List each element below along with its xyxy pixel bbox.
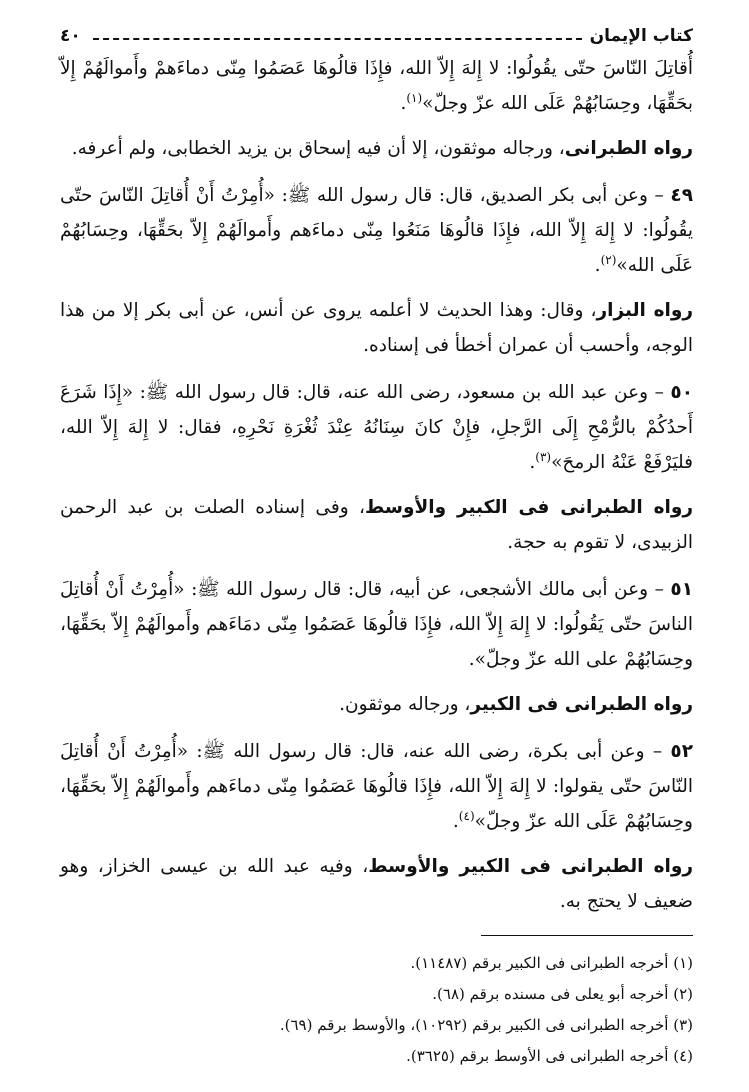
book-title: كتاب الإيمان <box>589 26 693 46</box>
hadith-number: ٥١ <box>670 579 693 600</box>
source-narrator: رواه الطبرانى فى الكبير <box>470 694 693 715</box>
hadith-number: ٥٠ <box>670 382 693 403</box>
source-note <box>60 131 693 166</box>
footnote-ref: (٣) <box>535 449 552 464</box>
hadith-entry <box>60 734 693 839</box>
footnote-item: (١) أخرجه الطبرانى فى الكبير برقم (١١٤٨٧). <box>410 954 693 972</box>
sentence-end: . <box>452 811 459 832</box>
hadith-text: – وعن أبى بكرة، رضى الله عنه، قال: قال رسول الله ﷺ: «أُمِرْتُ أَنْ أُقاتِلَ النّاسَ حتّى يقولوا: لا إِلهَ إِلاّ الله، فإِذَا قالُوهَا عَصَمُوا مِنّى دماءَهم وأَموالَهُمْ إِلاّ بحَقِّهَا، وحِسَابُهُمْ عَلَى الله عزّ وجلّ» <box>60 741 693 832</box>
sentence-end: . <box>400 93 407 114</box>
footnote-ref: (١) <box>406 90 423 105</box>
hadith-text: أُقاتِلَ النّاسَ حتّى يقُولُوا: لا إِلهَ إِلاّ الله، فإِذَا قالُوهَا عَصَمُوا مِنّى دماءَهمْ وأَموالَهُمْ إِلاّ بحَقِّهَا، وحِسَابُهُمْ عَلَى الله عزّ وجلّ» <box>60 58 693 114</box>
footnote-ref: (٢) <box>600 252 617 267</box>
hadith-text: – وعن عبد الله بن مسعود، رضى الله عنه، قال: قال رسول الله ﷺ: «إِذَا شَرَعَ أَحدُكُمْ بالرُّمْحِ إِلَى الرَّجلِ، فإِنْ كانَ سِنَانُهُ عِنْدَ ثُغْرَةِ نَحْرِهِ، فقال: لا إِلهَ إِلاّ الله، فليَرْفَعْ عَنْهُ الرمحَ» <box>60 382 693 473</box>
source-note <box>60 687 693 722</box>
source-narrator: رواه الطبرانى فى الكبير والأوسط <box>368 856 694 877</box>
source-narrator: رواه الطبرانى فى الكبير والأوسط <box>364 497 693 518</box>
source-text: ، وفيه عبد الله بن عيسى الخزاز، وهو ضعيف لا يحتج به. <box>60 856 693 912</box>
hadith-text: – وعن أبى بكر الصديق، قال: قال رسول الله ﷺ: «أُمِرْتُ أَنْ أُقاتِلَ النّاسَ حتّى يقُولُوا: لا إِلهَ إِلاّ الله، فإِذَا قالُوهَا مَنَعُوا مِنّى دماءَهم وأَموالَهُمْ إِلاّ بحَقِّهَا، وحِسَابُهُمْ عَلَى الله» <box>60 185 693 276</box>
source-text: ، ورجاله موثقون. <box>339 694 471 715</box>
page-number: ٤٠ <box>60 26 81 46</box>
source-note <box>60 293 693 363</box>
footnotes <box>60 948 693 1072</box>
hadith-number: ٤٩ <box>670 185 693 206</box>
source-narrator: رواه البزار <box>596 300 693 321</box>
footnote-separator <box>481 935 693 936</box>
sentence-end: . <box>529 452 536 473</box>
source-narrator: رواه الطبرانى <box>564 138 693 159</box>
footnote-ref: (٤) <box>458 808 475 823</box>
sentence-end: . <box>594 255 601 276</box>
footnote-item: (٤) أخرجه الطبرانى فى الأوسط برقم (٣٦٢٥). <box>406 1047 693 1065</box>
hadith-continuation <box>60 51 693 121</box>
source-text: ، ورجاله موثقون، إلا أن فيه إسحاق بن يزيد الخطابى، ولم أعرفه. <box>71 138 565 159</box>
source-note <box>60 490 693 560</box>
source-text: ، وفى إسناده الصلت بن عبد الرحمن الزبيدى، لا تقوم به حجة. <box>60 497 693 553</box>
footnote-item: (٢) أخرجه أبو يعلى فى مسنده برقم (٦٨). <box>432 985 693 1003</box>
hadith-text: – وعن أبى مالك الأشجعى، عن أبيه، قال: قال رسول الله ﷺ: «أُمِرْتُ أَنْ أُقاتِلَ الناسَ حتّى يَقُولُوا: لا إِلهَ إِلاّ الله، فإِذَا قالُوهَا عَصَمُوا مِنّى دمَاءَهم وأَموالَهُمْ إِلاّ بحَقِّهَا، وحِسَابُهُمْ على الله عزّ وجلّ». <box>60 579 693 670</box>
page-header <box>60 28 693 45</box>
hadith-entry <box>60 178 693 283</box>
header-dashed-rule <box>93 38 582 40</box>
hadith-entry <box>60 375 693 480</box>
source-text: ، وقال: وهذا الحديث لا أعلمه يروى عن أنس، عن أبى بكر إلا من هذا الوجه، وأحسب أن عمران أخطأ فى إسناده. <box>60 300 693 356</box>
hadith-number: ٥٢ <box>670 741 693 762</box>
hadith-entry <box>60 572 693 677</box>
source-note <box>60 849 693 919</box>
page-body <box>60 51 693 919</box>
footnote-item: (٣) أخرجه الطبرانى فى الكبير برقم (١٠٢٩٢)، والأوسط برقم (٦٩). <box>279 1016 693 1034</box>
